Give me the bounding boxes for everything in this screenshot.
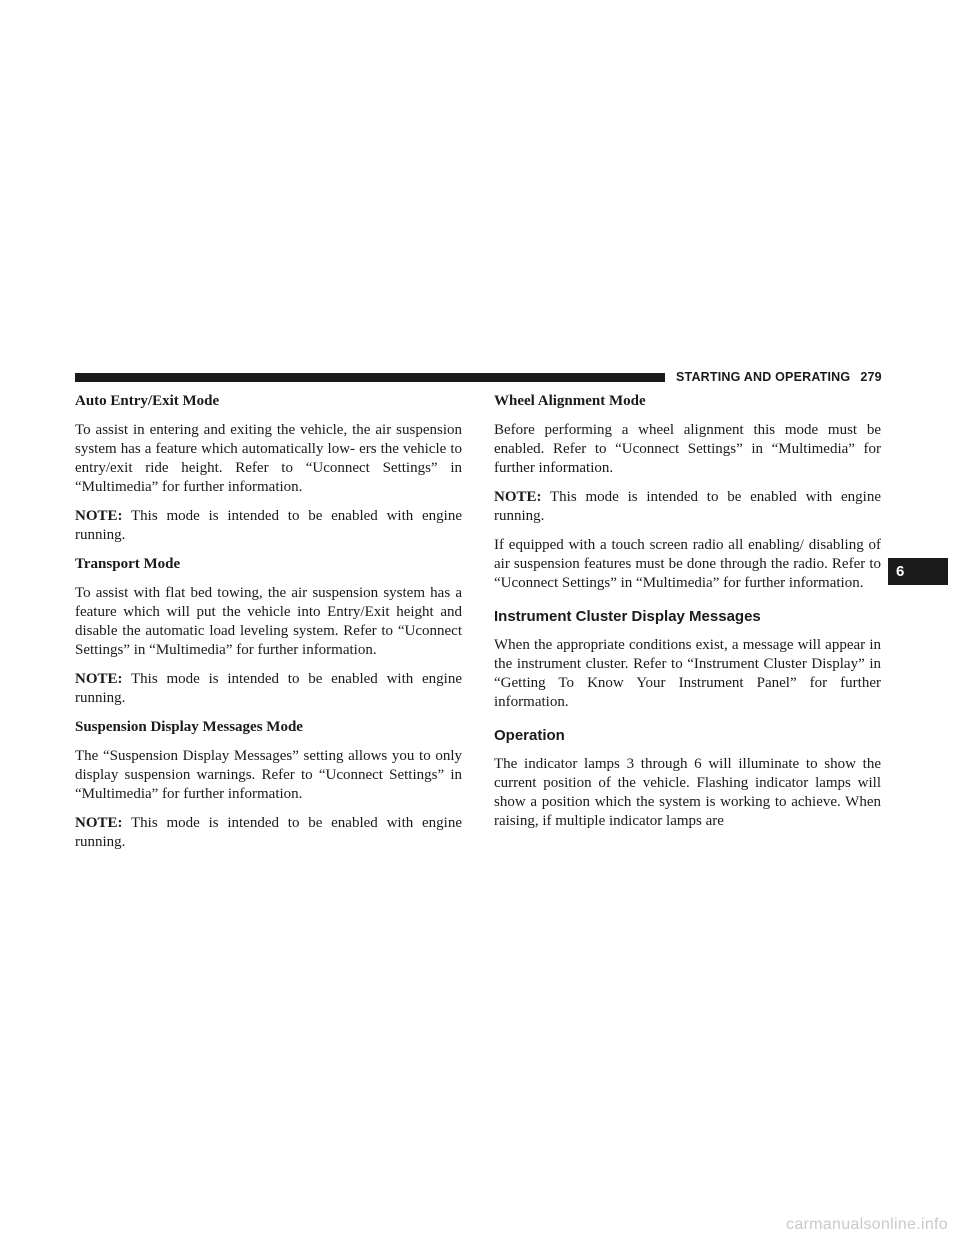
transport-body: To assist with flat bed towing, the air suspension system has a feature which will put the vehicle into Entry/Exit height and disable the automatic load leveling system. Refer to “Uconnect Settings” in “Multimedia” for further information. xyxy=(75,585,462,658)
wheel-alignment-heading: Wheel Alignment Mode xyxy=(494,393,646,409)
transport-heading: Transport Mode xyxy=(75,556,181,572)
auto-entry-note xyxy=(75,507,462,545)
auto-entry-body: To assist in entering and exiting the vehicle, the air suspension system has a feature which automatically low- ers the vehicle to entry/exit ride height. Refer to “Uconnect Settings” in “Multimedia” for further information. xyxy=(75,422,462,495)
note-label: NOTE: xyxy=(75,815,123,831)
note-text: This mode is intended to be enabled with engine running. xyxy=(494,489,881,524)
right-column xyxy=(494,392,881,841)
section-title: STARTING AND OPERATING xyxy=(676,370,851,384)
note-text: This mode is intended to be enabled with engine running. xyxy=(75,508,462,543)
note-label: NOTE: xyxy=(494,489,542,505)
transport-note xyxy=(75,670,462,708)
note-label: NOTE: xyxy=(75,671,123,687)
wheel-alignment-note xyxy=(494,488,881,526)
operation-heading: Operation xyxy=(494,727,565,744)
instrument-cluster-body: When the appropriate conditions exist, a message will appear in the instrument cluster. Refer to “Instrument Cluster Display” in “Getting To Know Your Instrument Panel” for further information. xyxy=(494,637,881,710)
note-text: This mode is intended to be enabled with engine running. xyxy=(75,671,462,706)
instrument-cluster-heading: Instrument Cluster Display Messages xyxy=(494,608,761,625)
watermark: carmanualsonline.info xyxy=(786,1216,948,1233)
note-text: This mode is intended to be enabled with engine running. xyxy=(75,815,462,850)
page-number: 279 xyxy=(860,370,882,384)
chapter-tab: 6 xyxy=(888,558,948,585)
auto-entry-heading: Auto Entry/Exit Mode xyxy=(75,393,220,409)
note-label: NOTE: xyxy=(75,508,123,524)
operation-body: The indicator lamps 3 through 6 will illuminate to show the current position of the vehicle. Flashing indicator lamps will show a position which the system is working to achieve. When raising, if multiple indicator lamps are xyxy=(494,756,881,829)
wheel-alignment-body: Before performing a wheel alignment this mode must be enabled. Refer to “Uconnect Settings” in “Multimedia” for further information. xyxy=(494,422,881,476)
running-header xyxy=(676,367,882,387)
suspension-display-note xyxy=(75,814,462,852)
suspension-display-heading: Suspension Display Messages Mode xyxy=(75,719,303,735)
suspension-display-body: The “Suspension Display Messages” setting allows you to only display suspension warnings. Refer to “Uconnect Settings” in “Multimedia” for further information. xyxy=(75,748,462,802)
touch-screen-body: If equipped with a touch screen radio all enabling/ disabling of air suspension features must be done through the radio. Refer to “Uconnect Settings” in “Multimedia” for further information. xyxy=(494,537,881,591)
header-rule xyxy=(75,373,665,382)
left-column xyxy=(75,392,462,862)
